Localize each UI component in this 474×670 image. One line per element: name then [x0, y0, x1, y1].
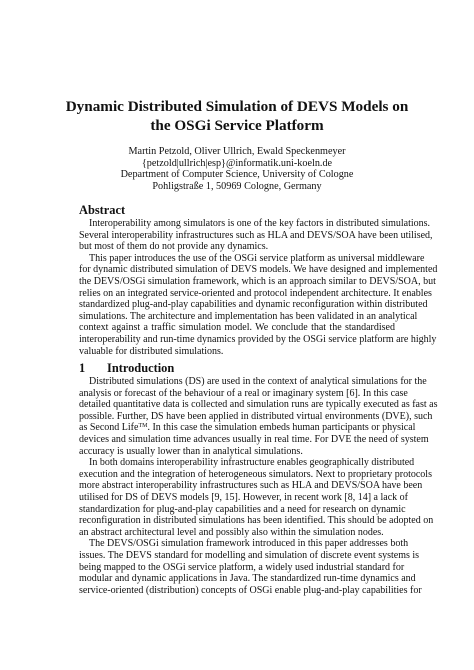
intro-line: more abstract interoperability infrastructures such as HLA and DEVS/SOA have been: [79, 480, 423, 492]
abstract-line: the DEVS/OSGi simulation framework, which is an approach similar to DEVS/SOA, but: [79, 275, 436, 287]
title-line-1: Dynamic Distributed Simulation of DEVS Models on: [65, 98, 409, 115]
intro-line: devices and simulation time advances usually in real time. For DVE the need of system: [79, 433, 429, 445]
intro-line: reconfiguration in distributed simulations has been identified. This should be adopted on: [79, 515, 434, 527]
intro-line: execution and the integration of heterogeneous simulators. Next to proprietary protocols: [79, 468, 432, 480]
abstract-line: Several interoperability infrastructures such as HLA and DEVS/SOA have been utilised,: [79, 229, 433, 241]
intro-line: In both domains interoperability infrastructure enables geographically distributed: [89, 457, 415, 469]
intro-line: an abstract architectural level and possibly also within the simulation nodes.: [79, 526, 384, 538]
intro-section-number: 1: [79, 361, 86, 375]
intro-line: Distributed simulations (DS) are used in the context of analytical simulations for the: [89, 376, 427, 387]
intro-line: analysis or forecast of the behaviour of a real or imaginary system [6]. In this case: [79, 387, 408, 399]
abstract-heading: Abstract: [79, 203, 126, 217]
abstract-line: context against a traffic simulation model. We conclude that the standardised: [79, 322, 395, 334]
intro-line-part: as Second Life: [79, 422, 139, 434]
abstract-line: Interoperability among simulators is one of the key factors in distributed simulations.: [89, 218, 431, 229]
intro-line: possible. Further, DS have been applied in distributed virtual environments (DVE), such: [79, 410, 433, 422]
abstract-line: but most of them do not provide any dynamics.: [79, 241, 269, 253]
intro-line: The DEVS/OSGi simulation framework introduced in this paper addresses both: [89, 538, 409, 550]
author-department: Department of Computer Science, University of Cologne: [120, 169, 354, 181]
title-line-2: the OSGi Service Platform: [150, 117, 324, 134]
author-names: Martin Petzold, Oliver Ullrich, Ewald Speckenmeyer: [128, 146, 346, 157]
abstract-line: relies on an integrated service-oriented and protocol independent architecture. It enables: [79, 287, 432, 299]
abstract-line: valuable for distributed simulations.: [79, 345, 224, 357]
intro-line: accuracy is usually lower than in analytical simulations.: [79, 445, 303, 457]
paper-title: [40, 97, 434, 135]
intro-line: being mapped to the OSGi service platform, a widely used industrial standard for: [79, 561, 405, 573]
author-address: Pohligstraße 1, 50969 Cologne, Germany: [152, 180, 322, 192]
intro-line: modular and dynamic applications in Java. The standardized run-time dynamics and: [79, 573, 416, 585]
intro-line-part: . In this case the simulation embeds human participants or physical: [147, 422, 416, 434]
intro-line: issues. The DEVS standard for modelling and simulation of discrete event systems is: [79, 549, 420, 561]
intro-line: service-oriented (distribution) concepts of OSGi enable plug-and-play capabilities for: [79, 584, 422, 596]
abstract-line: interoperability and run-time dynamics provided by the OSGi service platform are highly: [79, 333, 437, 345]
intro-body: [79, 376, 438, 596]
abstract-body: [79, 218, 438, 357]
abstract-line: for dynamic distributed simulation of DEVS models. We have designed and implemented: [79, 264, 438, 276]
abstract-line: This paper introduces the use of the OSGi service platform as universal middleware: [89, 252, 425, 264]
intro-line: detailed quantitative data is collected and simulation runs are typically executed as fast as: [79, 399, 438, 411]
intro-line-with-trademark: [79, 422, 416, 434]
abstract-line: simulations. The architecture and implementation has been validated in an analytical: [79, 310, 418, 322]
intro-section-title: Introduction: [107, 361, 175, 375]
intro-line: utilised for DS of DEVS models [9, 15]. However, in recent work [8, 14] a lack of: [79, 491, 408, 503]
trademark-mark: TM: [138, 423, 148, 430]
author-email: {petzold|ullrich|esp}@informatik.uni-koeln.de: [141, 157, 333, 169]
intro-line: standardization for plug-and-play capabilities and a need for research on dynamic: [79, 503, 406, 515]
abstract-line: standardized plug-and-play capabilities and dynamic reconfiguration within distributed: [79, 299, 428, 311]
author-block: [40, 146, 434, 192]
intro-heading: [79, 361, 174, 375]
